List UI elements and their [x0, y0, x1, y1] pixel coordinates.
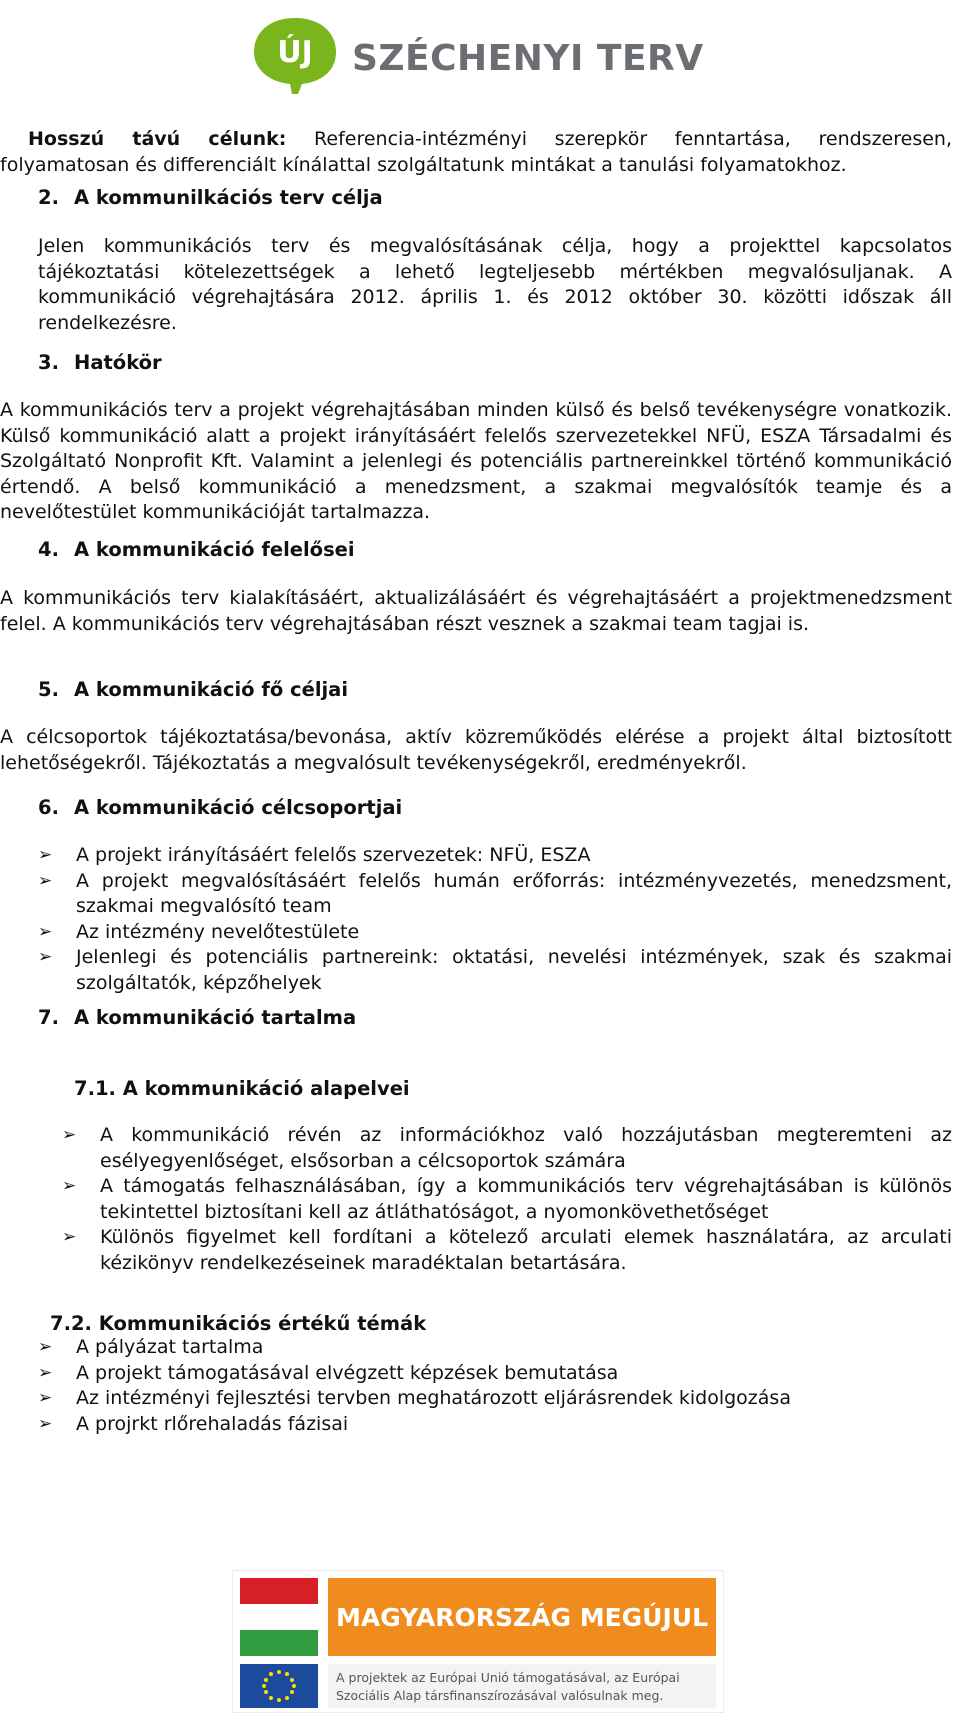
section-5-title: A kommunikáció fő céljai — [74, 678, 349, 701]
section-7-2-heading — [50, 1311, 426, 1336]
section-3-number: 3. — [38, 351, 59, 374]
list-item-text: A kommunikáció révén az információkhoz való hozzájutásban megteremteni az esélyegyenlőséget, elsősorban a célcsoportok számára — [100, 1124, 952, 1172]
list-item-text: Az intézmény nevelőtestülete — [76, 920, 360, 943]
list-item-text: A pályázat tartalma — [76, 1336, 264, 1358]
section-7-1-title: A kommunikáció alapelvei — [122, 1077, 410, 1100]
section-3-heading — [38, 350, 162, 375]
arrow-bullet-icon: ➢ — [38, 921, 53, 942]
list-item-text: A projrkt rlőrehaladás fázisai — [76, 1412, 349, 1435]
section-5-heading — [38, 677, 348, 702]
speech-bubble-icon — [250, 14, 340, 94]
list-item — [38, 1361, 952, 1387]
section-2-title: A kommunilkációs terv célja — [74, 186, 383, 209]
section-6-title: A kommunikáció célcsoportjai — [74, 796, 403, 819]
arrow-bullet-icon: ➢ — [62, 1176, 77, 1196]
hungarian-flag-icon — [240, 1578, 318, 1656]
section-6-heading — [38, 795, 402, 820]
section-4-title: A kommunikáció felelősei — [74, 538, 355, 561]
footer-eu-line-2: Szociális Alap társfinanszírozásával valósulnak meg. — [336, 1688, 664, 1703]
list-item — [62, 1174, 952, 1225]
arrow-bullet-icon: ➢ — [38, 870, 53, 891]
arrow-bullet-icon: ➢ — [38, 947, 53, 967]
section-3-body: A kommunikációs terv a projekt végrehajtásában minden külső és belső tevékenységre vonatkozik. Külső kommunikáció alatt a projekt irányításáért felelős szervezetekkel NFÜ, ESZA Társadalmi és Szolgáltató Nonprofit Kft. Valamint a jelenlegi és potenciális partnereinkkel történő kommunikáció értendő. A belső kommunikáció a menedzsment, a szakmai megvalósítók teamje és a nevelőtestület kommunikációját tartalmazza. — [0, 399, 952, 523]
list-item — [38, 945, 952, 996]
list-item-text: Jelenlegi és potenciális partnereink: oktatási, nevelési intézmények, szak és szakmai szolgáltatók, képzőhelyek — [76, 946, 952, 994]
section-7-2-list — [38, 1335, 952, 1437]
section-2-number: 2. — [38, 186, 59, 209]
section-6-list-wrap — [38, 843, 952, 996]
section-7-title: A kommunikáció tartalma — [74, 1006, 357, 1029]
logo-uj-text: ÚJ — [277, 35, 313, 70]
arrow-bullet-icon: ➢ — [38, 1413, 53, 1434]
list-item — [38, 1335, 952, 1361]
section-2-body: Jelen kommunikációs terv és megvalósításának célja, hogy a projekttel kapcsolatos tájékoztatási kötelezettségek a lehető legteljesebb mértékben megvalósuljanak. A kommunikáció végrehajtására 2012. április 1. és 2012 október 30. közötti időszak áll rendelkezésre. — [38, 235, 952, 334]
arrow-bullet-icon: ➢ — [62, 1125, 77, 1145]
section-7-2-number: 7.2. — [50, 1312, 92, 1335]
section-7-1-number: 7.1. — [74, 1077, 116, 1100]
intro-paragraph — [0, 127, 952, 178]
section-5-number: 5. — [38, 678, 59, 701]
list-item-text: A támogatás felhasználásában, így a kommunikációs terv végrehajtásában is különös tekintettel biztosítani kell az átláthatóságot, a nyomonkövethetőséget — [100, 1175, 952, 1223]
list-item — [38, 920, 952, 946]
section-6-list — [38, 843, 952, 996]
section-4-number: 4. — [38, 538, 59, 561]
section-7-2-title: Kommunikációs értékű témák — [98, 1312, 427, 1335]
section-6-number: 6. — [38, 796, 59, 819]
section-2-heading — [38, 185, 383, 210]
list-item — [38, 1386, 952, 1412]
list-item-text: A projekt megvalósításáért felelős humán erőforrás: intézményvezetés, menedzsment, szakmai megvalósító team — [76, 869, 952, 917]
list-item — [62, 1225, 952, 1276]
section-7-1-list-wrap — [62, 1123, 952, 1276]
arrow-bullet-icon: ➢ — [38, 1337, 53, 1357]
logo-wordmark: SZÉCHENYI TERV — [352, 38, 704, 79]
section-7-2-list-wrap — [38, 1335, 952, 1437]
list-item — [38, 1412, 952, 1438]
section-4-heading — [38, 537, 355, 562]
list-item-text: Különös figyelmet kell fordítani a kötelező arculati elemek használatára, az arculati kézikönyv rendelkezéseinek maradéktalan betartására. — [100, 1226, 952, 1274]
list-item — [38, 843, 952, 869]
arrow-bullet-icon: ➢ — [38, 845, 53, 865]
section-7-1-list — [62, 1123, 952, 1276]
list-item — [38, 869, 952, 920]
footer-banner — [232, 1570, 724, 1713]
section-4-body: A kommunikációs terv kialakításáért, aktualizálásáért és végrehajtásáért a projektmenedzsment felel. A kommunikációs terv végrehajtásában részt vesznek a szakmai team tagjai is. — [0, 587, 952, 635]
uj-szechenyi-terv-logo — [250, 10, 704, 110]
section-3-title: Hatókör — [74, 351, 162, 374]
section-7-heading — [38, 1005, 356, 1030]
intro-text: Referencia-intézményi szerepkör fenntartása, rendszeresen, folyamatosan és differenciált kínálattal szolgáltatunk mintákat a tanulási folyamatokhoz. — [0, 128, 952, 176]
footer-slogan: MAGYARORSZÁG MEGÚJUL — [335, 1603, 709, 1632]
arrow-bullet-icon: ➢ — [62, 1227, 77, 1247]
arrow-bullet-icon: ➢ — [38, 1362, 53, 1383]
section-7-1-heading — [74, 1076, 410, 1101]
list-item-text: A projekt támogatásával elvégzett képzések bemutatása — [76, 1361, 619, 1384]
section-5-body: A célcsoportok tájékoztatása/bevonása, aktív közreműködés elérése a projekt által biztosított lehetőségekről. Tájékoztatás a megvalósult tevékenységekről, eredményekről. — [0, 726, 952, 774]
list-item-text: A projekt irányításáért felelős szervezetek: NFÜ, ESZA — [76, 844, 591, 866]
list-item — [62, 1123, 952, 1174]
footer-eu-line-1: A projektek az Európai Unió támogatásával, az Európai — [336, 1670, 680, 1685]
section-7-number: 7. — [38, 1006, 59, 1029]
arrow-bullet-icon: ➢ — [38, 1388, 53, 1408]
intro-lead: Hosszú távú célunk: — [28, 128, 287, 150]
eu-flag-icon — [240, 1664, 318, 1708]
list-item-text: Az intézményi fejlesztési tervben meghatározott eljárásrendek kidolgozása — [76, 1387, 791, 1409]
